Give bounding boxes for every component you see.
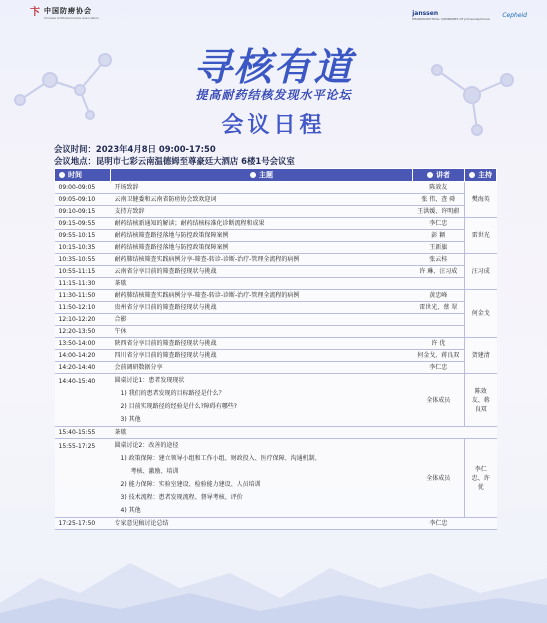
list-item: 2) 目前实现路径的经验是什么?障碍有哪些? bbox=[120, 403, 237, 410]
table-row: 11:50-12:10 贵州省分享目前的筛查路径现状与挑战 雷世光、蔡 翠 bbox=[55, 302, 497, 314]
table-row: 09:05-09:10 云南卫健委和云南省防痨协会致欢迎词 张 伟、查 舜 bbox=[55, 194, 497, 206]
table-row: 17:25-17:50 专家意见稿讨论总结 李仁忠 bbox=[55, 518, 497, 530]
roundtable-1-title: 圆桌讨论1：患者发现现状 bbox=[114, 377, 185, 384]
speaker-icon bbox=[427, 172, 433, 178]
sponsor-janssen-logo: janssen PHARMACEUTICAL COMPANIES OF Johnson&Johnson bbox=[412, 10, 491, 21]
topic-icon bbox=[250, 172, 256, 178]
list-item: 3) 其他 bbox=[120, 416, 141, 423]
host-cell: 李仁忠、许 优 bbox=[465, 439, 497, 518]
list-item: 3) 技术流程：患者发现流程、督导考核、评价 bbox=[120, 494, 243, 501]
org-logo bbox=[30, 6, 99, 20]
list-item: 2) 能力保障：实验室建设、检验能力建设、人员培训 bbox=[120, 481, 261, 488]
org-name-en: Chinese Antituberculosis Association bbox=[44, 16, 100, 20]
host-cell: 汪习成 bbox=[465, 254, 497, 290]
sponsor-logos bbox=[412, 10, 527, 21]
list-item: 1) 我们的患者发现的目标路径是什么？ bbox=[120, 390, 225, 397]
table-row: 11:15-11:30 茶歇 bbox=[55, 278, 497, 290]
hero-subtitle: 提高耐药结核发现水平论坛 bbox=[195, 88, 352, 102]
header-topic: 主题 bbox=[111, 169, 413, 182]
header-speaker: 讲者 bbox=[413, 169, 465, 182]
meeting-time: 会议时间：2023年4月8日 09:00-17:50 bbox=[54, 144, 216, 154]
org-emblem-icon: 卞 bbox=[30, 7, 40, 18]
table-row: 09:55-10:15 耐药结核筛查路径落地与防控政策保障案例 彭 颖 bbox=[55, 230, 497, 242]
table-row-roundtable-1: 14:40-15:40 圆桌讨论1：患者发现现状 1) 我们的患者发现的目标路径是什么？ 2) 目前实现路径的经验是什么?障碍有哪些? 3) 其他 全体成员 陈效友、蒋良双 bbox=[55, 374, 497, 427]
table-row: 10:35-10:55 耐药肺结核筛查实践病例分享-筛查-转诊-诊断-治疗-管理全流程的病例 张云桂 汪习成 bbox=[55, 254, 497, 266]
meeting-meta bbox=[54, 143, 295, 167]
header-host: 主持 bbox=[465, 169, 497, 182]
agenda-title: 会议日程 bbox=[221, 113, 326, 138]
header-time: 时间 bbox=[55, 169, 111, 182]
table-header-row bbox=[55, 169, 497, 182]
host-icon bbox=[469, 172, 475, 178]
table-row: 10:55-11:15 云南省分享目前的筛查路径现状与挑战 许 琳、汪习成 bbox=[55, 266, 497, 278]
clock-icon bbox=[59, 172, 65, 178]
agenda-table bbox=[54, 168, 497, 530]
host-cell: 贺建清 bbox=[465, 338, 497, 374]
mountain-background bbox=[0, 543, 547, 623]
table-row: 09:00-09:05 开场致辞 陈效友 樊海英 bbox=[55, 182, 497, 194]
table-row-roundtable-2: 15:55-17:25 圆桌讨论2：改善的途径 1) 政策保障：建立领导小组和工作小组、财政投入、医疗保障、沟通机制、 考核、激励、培训 2) 能力保障：实验室建设、检验能力建设、人员培训 3) 技术流程：患者发现流程、督导考核、评价 4) 其他 全体成员 李仁忠、许 优 bbox=[55, 439, 497, 518]
table-row: 10:15-10:35 耐药结核筛查路径落地与防控政策保障案例 王新旗 bbox=[55, 242, 497, 254]
list-item: 4) 其他 bbox=[120, 507, 141, 514]
host-cell: 何金戈 bbox=[465, 290, 497, 338]
table-row: 15:40-15:55 茶歇 bbox=[55, 427, 497, 439]
table-row: 13:50-14:00 陕西省分享目前的筛查路径现状与挑战 许 优 贺建清 bbox=[55, 338, 497, 350]
table-row: 12:20-13:50 午休 bbox=[55, 326, 497, 338]
roundtable-2-title: 圆桌讨论2：改善的途径 bbox=[114, 442, 179, 449]
host-cell: 陈效友、蒋良双 bbox=[465, 374, 497, 427]
meeting-place: 会议地点：昆明市七彩云南温德姆至尊豪廷大酒店 6楼1号会议室 bbox=[54, 156, 295, 166]
table-row: 09:10-09:15 支持方致辞 王洪媛、许明蔚 bbox=[55, 206, 497, 218]
table-row: 09:15-09:55 耐药结核新通知的解读；耐药结核标准化诊断流程和成果 李仁忠 雷世光 bbox=[55, 218, 497, 230]
list-item: 考核、激励、培训 bbox=[130, 468, 179, 475]
table-row: 12:10-12:20 合影 bbox=[55, 314, 497, 326]
sponsor-cepheid-logo: Cepheid bbox=[502, 12, 527, 19]
list-item: 1) 政策保障：建立领导小组和工作小组、财政投入、医疗保障、沟通机制、 bbox=[120, 455, 321, 462]
hero-title: 寻核有道 bbox=[193, 44, 354, 89]
host-cell: 雷世光 bbox=[465, 218, 497, 254]
org-name: 中国防痨协会 bbox=[44, 7, 92, 15]
table-row: 14:20-14:40 会前调研数据分享 李仁忠 bbox=[55, 362, 497, 374]
table-row: 11:30-11:50 耐药肺结核筛查实践病例分享-筛查-转诊-诊断-治疗-管理全流程的病例 黄忠峰 何金戈 bbox=[55, 290, 497, 302]
table-row: 14:00-14:20 四川省分享目前的筛查路径现状与挑战 何金戈、蒋良双 bbox=[55, 350, 497, 362]
host-cell: 樊海英 bbox=[465, 182, 497, 218]
